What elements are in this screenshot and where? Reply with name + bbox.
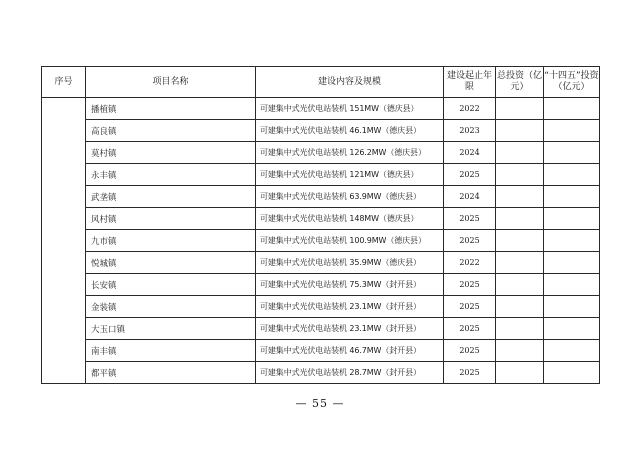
content-scale-cell: 可建集中式光伏电站装机 148MW（德庆县） — [256, 208, 444, 230]
table-header-row — [42, 67, 600, 98]
header-construction-years: 建设起止年限 — [444, 67, 496, 98]
seq-cell — [42, 98, 86, 384]
construction-year-cell: 2022 — [444, 252, 496, 274]
construction-year-cell: 2023 — [444, 120, 496, 142]
project-name-cell: 大玉口镇 — [86, 318, 256, 340]
content-scale-cell: 可建集中式光伏电站装机 100.9MW（德庆县） — [256, 230, 444, 252]
construction-year-cell: 2025 — [444, 318, 496, 340]
investment-14th-cell — [544, 296, 600, 318]
table-row — [42, 120, 600, 142]
construction-year-cell: 2024 — [444, 142, 496, 164]
total-investment-cell — [496, 340, 544, 362]
content-scale-cell: 可建集中式光伏电站装机 75.3MW（封开县） — [256, 274, 444, 296]
table-row — [42, 230, 600, 252]
table-row — [42, 98, 600, 120]
table-row — [42, 318, 600, 340]
construction-year-cell: 2025 — [444, 230, 496, 252]
project-name-cell: 永丰镇 — [86, 164, 256, 186]
project-name-cell: 都平镇 — [86, 362, 256, 384]
content-scale-cell: 可建集中式光伏电站装机 126.2MW（德庆县） — [256, 142, 444, 164]
table-body — [42, 98, 600, 384]
project-name-cell: 高良镇 — [86, 120, 256, 142]
total-investment-cell — [496, 362, 544, 384]
table-row — [42, 208, 600, 230]
project-table — [41, 66, 600, 384]
content-scale-cell: 可建集中式光伏电站装机 28.7MW（封开县） — [256, 362, 444, 384]
total-investment-cell — [496, 230, 544, 252]
table-row — [42, 252, 600, 274]
investment-14th-cell — [544, 362, 600, 384]
table-row — [42, 142, 600, 164]
investment-14th-cell — [544, 340, 600, 362]
header-seq: 序号 — [42, 67, 86, 98]
project-name-cell: 金装镇 — [86, 296, 256, 318]
project-name-cell: 播植镇 — [86, 98, 256, 120]
investment-14th-cell — [544, 252, 600, 274]
investment-14th-cell — [544, 142, 600, 164]
content-scale-cell: 可建集中式光伏电站装机 46.1MW（德庆县） — [256, 120, 444, 142]
table-row — [42, 296, 600, 318]
construction-year-cell: 2022 — [444, 98, 496, 120]
project-name-cell: 莫村镇 — [86, 142, 256, 164]
total-investment-cell — [496, 186, 544, 208]
content-scale-cell: 可建集中式光伏电站装机 23.1MW（封开县） — [256, 296, 444, 318]
project-name-cell: 武垄镇 — [86, 186, 256, 208]
table-row — [42, 186, 600, 208]
table-row — [42, 340, 600, 362]
total-investment-cell — [496, 142, 544, 164]
total-investment-cell — [496, 252, 544, 274]
content-scale-cell: 可建集中式光伏电站装机 46.7MW（封开县） — [256, 340, 444, 362]
investment-14th-cell — [544, 318, 600, 340]
construction-year-cell: 2025 — [444, 208, 496, 230]
content-scale-cell: 可建集中式光伏电站装机 35.9MW（德庆县） — [256, 252, 444, 274]
total-investment-cell — [496, 120, 544, 142]
investment-14th-cell — [544, 230, 600, 252]
header-project-name: 项目名称 — [86, 67, 256, 98]
total-investment-cell — [496, 318, 544, 340]
construction-year-cell: 2025 — [444, 340, 496, 362]
content-scale-cell: 可建集中式光伏电站装机 63.9MW（德庆县） — [256, 186, 444, 208]
project-name-cell: 九市镇 — [86, 230, 256, 252]
content-scale-cell: 可建集中式光伏电站装机 23.1MW（封开县） — [256, 318, 444, 340]
construction-year-cell: 2025 — [444, 274, 496, 296]
header-total-investment: 总投资（亿元） — [496, 67, 544, 98]
total-investment-cell — [496, 164, 544, 186]
table-row — [42, 164, 600, 186]
total-investment-cell — [496, 98, 544, 120]
investment-14th-cell — [544, 164, 600, 186]
investment-14th-cell — [544, 98, 600, 120]
construction-year-cell: 2025 — [444, 164, 496, 186]
project-name-cell: 南丰镇 — [86, 340, 256, 362]
table-row — [42, 362, 600, 384]
total-investment-cell — [496, 208, 544, 230]
table-row — [42, 274, 600, 296]
header-content-scale: 建设内容及规模 — [256, 67, 444, 98]
investment-14th-cell — [544, 208, 600, 230]
content-scale-cell: 可建集中式光伏电站装机 151MW（德庆县） — [256, 98, 444, 120]
project-name-cell: 长安镇 — [86, 274, 256, 296]
project-name-cell: 风村镇 — [86, 208, 256, 230]
construction-year-cell: 2025 — [444, 362, 496, 384]
page-number: — 55 — — [295, 397, 345, 410]
construction-year-cell: 2025 — [444, 296, 496, 318]
construction-year-cell: 2024 — [444, 186, 496, 208]
investment-14th-cell — [544, 274, 600, 296]
total-investment-cell — [496, 274, 544, 296]
header-14th-five-year-investment: “十四五”投资（亿元） — [544, 67, 600, 98]
content-scale-cell: 可建集中式光伏电站装机 121MW（德庆县） — [256, 164, 444, 186]
investment-14th-cell — [544, 120, 600, 142]
investment-14th-cell — [544, 186, 600, 208]
project-name-cell: 悦城镇 — [86, 252, 256, 274]
total-investment-cell — [496, 296, 544, 318]
